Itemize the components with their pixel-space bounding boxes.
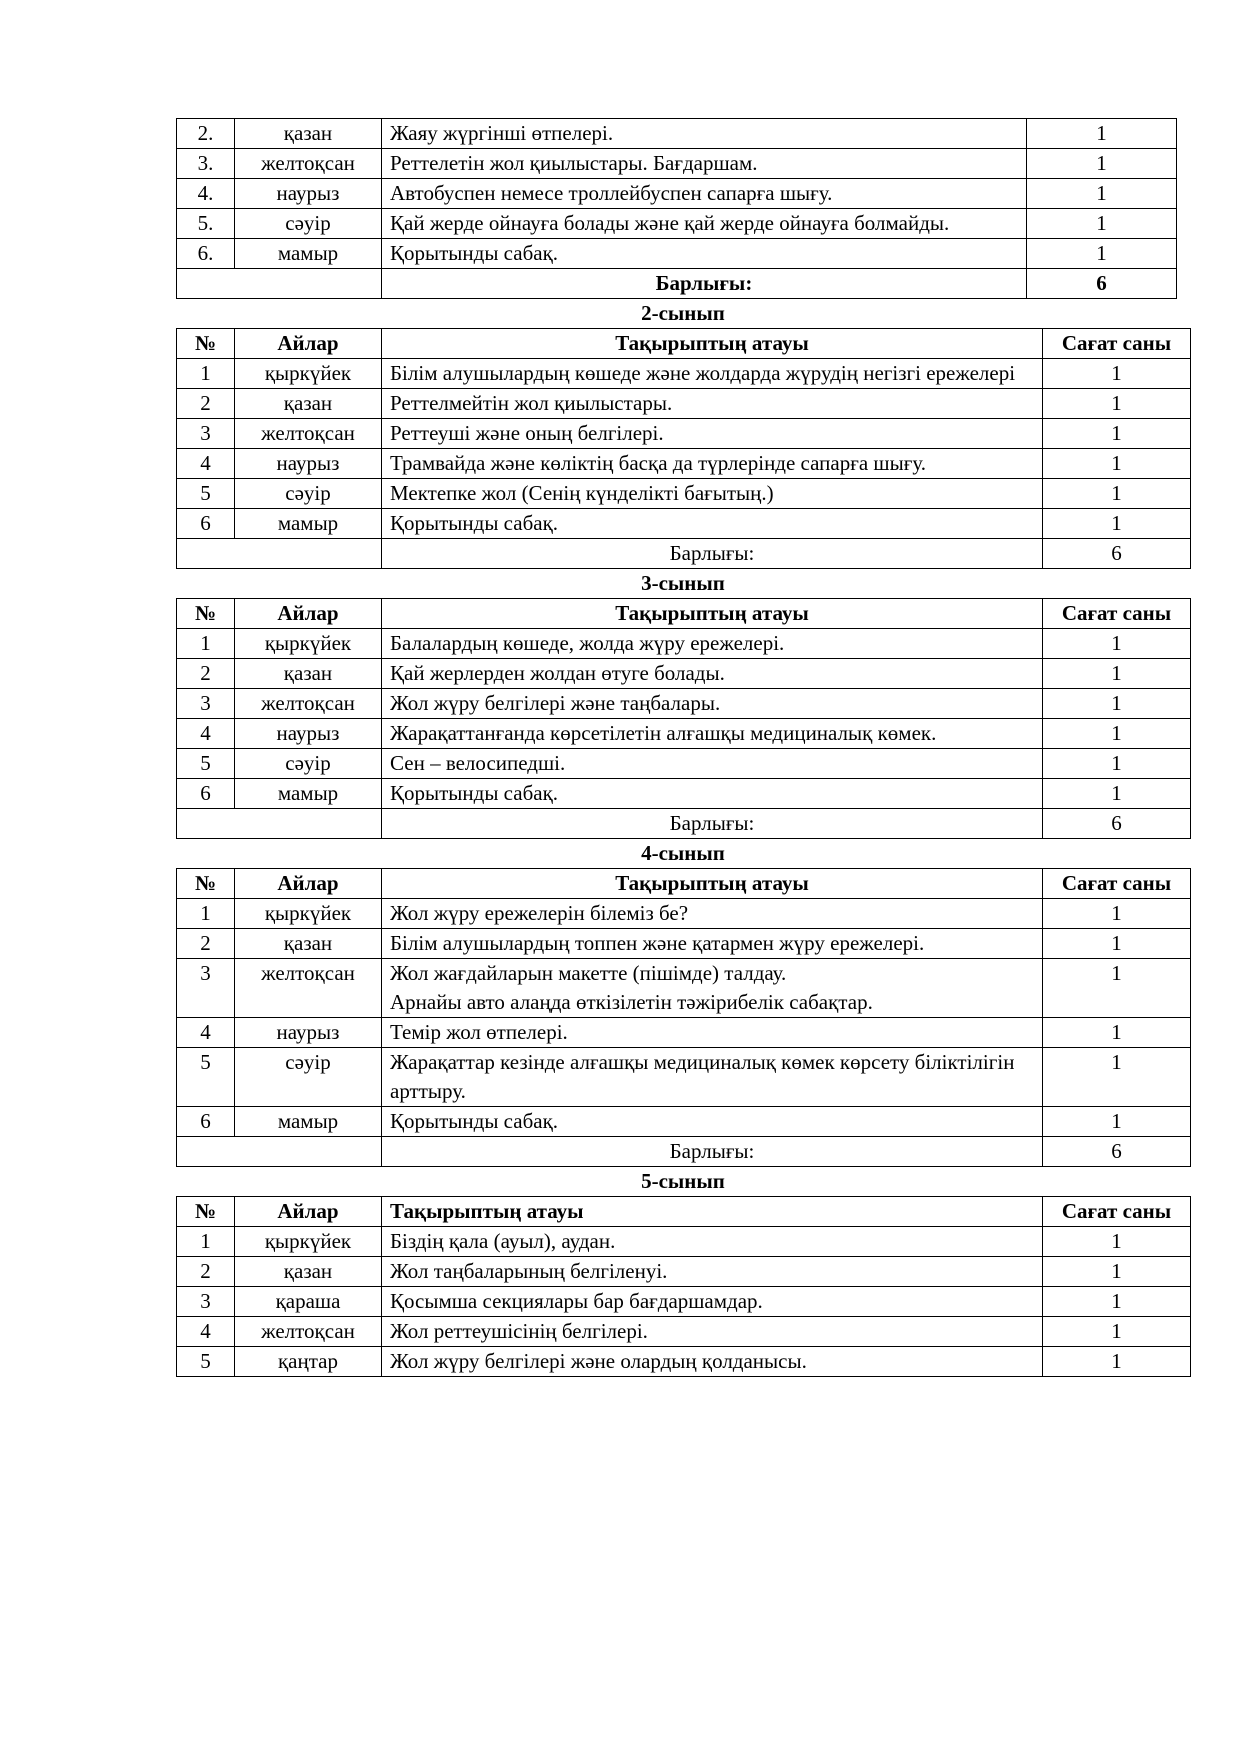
row-number: 6 bbox=[177, 1107, 235, 1137]
header-row bbox=[177, 599, 1191, 629]
row-hours: 1 bbox=[1027, 179, 1177, 209]
total-row bbox=[177, 1137, 1191, 1167]
row-topic: Балалардың көшеде, жолда жүру ережелері. bbox=[382, 629, 1043, 659]
table-row bbox=[177, 449, 1191, 479]
grade-3-table bbox=[176, 598, 1191, 839]
row-hours: 1 bbox=[1043, 1107, 1191, 1137]
row-number: 4 bbox=[177, 1317, 235, 1347]
row-hours: 1 bbox=[1027, 239, 1177, 269]
row-month: наурыз bbox=[235, 179, 382, 209]
row-topic: Қай жерлерден жолдан өтуге болады. bbox=[382, 659, 1043, 689]
row-month: сәуір bbox=[235, 1048, 382, 1107]
row-number: 3 bbox=[177, 959, 235, 1018]
table-row bbox=[177, 419, 1191, 449]
section-title: 5-сынып bbox=[641, 1169, 725, 1193]
row-topic: Реттелетін жол қиылыстары. Бағдаршам. bbox=[382, 149, 1027, 179]
row-hours: 1 bbox=[1043, 1018, 1191, 1048]
row-topic: Білім алушылардың топпен және қатармен жүру ережелері. bbox=[382, 929, 1043, 959]
row-topic: Біздің қала (ауыл), аудан. bbox=[382, 1227, 1043, 1257]
header-month: Айлар bbox=[235, 1197, 382, 1227]
row-month: желтоқсан bbox=[235, 959, 382, 1018]
document-page bbox=[176, 118, 1190, 1377]
row-hours: 1 bbox=[1043, 1227, 1191, 1257]
row-number: 1 bbox=[177, 629, 235, 659]
table-row bbox=[177, 239, 1177, 269]
header-month: Айлар bbox=[235, 599, 382, 629]
total-row bbox=[177, 809, 1191, 839]
row-month: қазан bbox=[235, 119, 382, 149]
row-number: 1 bbox=[177, 359, 235, 389]
row-topic: Қорытынды сабақ. bbox=[382, 239, 1027, 269]
total-label: Барлығы: bbox=[382, 539, 1043, 569]
row-number: 1 bbox=[177, 1227, 235, 1257]
row-topic: Сен – велосипедші. bbox=[382, 749, 1043, 779]
total-value: 6 bbox=[1043, 809, 1191, 839]
row-number: 4. bbox=[177, 179, 235, 209]
grade-5-table bbox=[176, 1196, 1191, 1377]
row-hours: 1 bbox=[1043, 1317, 1191, 1347]
row-number: 2. bbox=[177, 119, 235, 149]
row-hours: 1 bbox=[1043, 719, 1191, 749]
header-row bbox=[177, 869, 1191, 899]
row-number: 3 bbox=[177, 689, 235, 719]
grade-1-table bbox=[176, 118, 1177, 299]
row-topic: Трамвайда және көліктің басқа да түрлерінде сапарға шығу. bbox=[382, 449, 1043, 479]
header-hours: Сағат саны bbox=[1043, 329, 1191, 359]
row-topic: Автобуспен немесе троллейбуспен сапарға шығу. bbox=[382, 179, 1027, 209]
table-row bbox=[177, 659, 1191, 689]
row-topic: Жаяу жүргінші өтпелері. bbox=[382, 119, 1027, 149]
table-row bbox=[177, 689, 1191, 719]
section-title: 2-сынып bbox=[641, 301, 725, 325]
row-hours: 1 bbox=[1043, 659, 1191, 689]
row-number: 6. bbox=[177, 239, 235, 269]
row-number: 5 bbox=[177, 1347, 235, 1377]
row-month: қаңтар bbox=[235, 1347, 382, 1377]
table-row bbox=[177, 779, 1191, 809]
row-number: 1 bbox=[177, 899, 235, 929]
total-label: Барлығы: bbox=[382, 269, 1027, 299]
row-topic: Жол жүру белгілері және таңбалары. bbox=[382, 689, 1043, 719]
row-hours: 1 bbox=[1043, 959, 1191, 1018]
table-row bbox=[177, 899, 1191, 929]
header-number: № bbox=[177, 869, 235, 899]
row-topic-line: Жол жағдайларын макетте (пішімде) талдау. bbox=[390, 961, 787, 985]
header-row bbox=[177, 329, 1191, 359]
row-topic: Білім алушылардың көшеде және жолдарда жүрудің негізгі ережелері bbox=[382, 359, 1043, 389]
table-row bbox=[177, 1257, 1191, 1287]
table-row bbox=[177, 1227, 1191, 1257]
table-row bbox=[177, 389, 1191, 419]
row-month: желтоқсан bbox=[235, 419, 382, 449]
row-number: 4 bbox=[177, 449, 235, 479]
row-month: наурыз bbox=[235, 1018, 382, 1048]
row-number: 6 bbox=[177, 779, 235, 809]
row-number: 4 bbox=[177, 1018, 235, 1048]
row-hours: 1 bbox=[1043, 749, 1191, 779]
row-hours: 1 bbox=[1027, 209, 1177, 239]
row-topic: Қорытынды сабақ. bbox=[382, 509, 1043, 539]
row-number: 5 bbox=[177, 479, 235, 509]
row-number: 2 bbox=[177, 659, 235, 689]
table-row bbox=[177, 119, 1177, 149]
row-number: 3. bbox=[177, 149, 235, 179]
row-hours: 1 bbox=[1043, 359, 1191, 389]
header-topic: Тақырыптың атауы bbox=[382, 869, 1043, 899]
total-value: 6 bbox=[1043, 539, 1191, 569]
row-hours: 1 bbox=[1043, 689, 1191, 719]
table-row bbox=[177, 749, 1191, 779]
row-month: қыркүйек bbox=[235, 359, 382, 389]
grade-4-table bbox=[176, 868, 1191, 1167]
row-hours: 1 bbox=[1027, 149, 1177, 179]
row-hours: 1 bbox=[1043, 629, 1191, 659]
section-title: 4-сынып bbox=[641, 841, 725, 865]
row-topic: Жарақаттар кезінде алғашқы медициналық көмек көрсету біліктілігін арттыру. bbox=[382, 1048, 1043, 1107]
row-hours: 1 bbox=[1043, 449, 1191, 479]
row-topic bbox=[382, 959, 1043, 1018]
row-month: қазан bbox=[235, 389, 382, 419]
header-number: № bbox=[177, 329, 235, 359]
row-month: қазан bbox=[235, 929, 382, 959]
row-topic: Темір жол өтпелері. bbox=[382, 1018, 1043, 1048]
table-row bbox=[177, 1018, 1191, 1048]
header-row bbox=[177, 1197, 1191, 1227]
header-hours: Сағат саны bbox=[1043, 1197, 1191, 1227]
section-title: 3-сынып bbox=[641, 571, 725, 595]
row-hours: 1 bbox=[1043, 779, 1191, 809]
row-topic: Жол реттеушісінің белгілері. bbox=[382, 1317, 1043, 1347]
row-month: мамыр bbox=[235, 1107, 382, 1137]
total-value: 6 bbox=[1043, 1137, 1191, 1167]
row-topic: Қорытынды сабақ. bbox=[382, 1107, 1043, 1137]
row-month: желтоқсан bbox=[235, 149, 382, 179]
row-month: желтоқсан bbox=[235, 689, 382, 719]
row-number: 5. bbox=[177, 209, 235, 239]
table-row bbox=[177, 1048, 1191, 1107]
row-number: 5 bbox=[177, 749, 235, 779]
row-month: желтоқсан bbox=[235, 1317, 382, 1347]
row-hours: 1 bbox=[1043, 1048, 1191, 1107]
table-row bbox=[177, 479, 1191, 509]
row-topic-line: Арнайы авто алаңда өткізілетін тәжірибелік сабақтар. bbox=[390, 990, 873, 1014]
row-month: қазан bbox=[235, 659, 382, 689]
total-value: 6 bbox=[1027, 269, 1177, 299]
row-topic: Жол жүру белгілері және олардың қолданысы. bbox=[382, 1347, 1043, 1377]
table-row bbox=[177, 629, 1191, 659]
row-topic: Қай жерде ойнауға болады және қай жерде ойнауға болмайды. bbox=[382, 209, 1027, 239]
table-row bbox=[177, 1107, 1191, 1137]
table-row bbox=[177, 149, 1177, 179]
table-row bbox=[177, 929, 1191, 959]
row-number: 5 bbox=[177, 1048, 235, 1107]
row-number: 2 bbox=[177, 389, 235, 419]
row-month: қыркүйек bbox=[235, 1227, 382, 1257]
row-month: қыркүйек bbox=[235, 899, 382, 929]
table-row bbox=[177, 359, 1191, 389]
row-topic: Реттелмейтін жол қиылыстары. bbox=[382, 389, 1043, 419]
header-hours: Сағат саны bbox=[1043, 599, 1191, 629]
row-month: сәуір bbox=[235, 479, 382, 509]
row-hours: 1 bbox=[1043, 419, 1191, 449]
row-hours: 1 bbox=[1043, 389, 1191, 419]
table-row bbox=[177, 209, 1177, 239]
header-hours: Сағат саны bbox=[1043, 869, 1191, 899]
table-row bbox=[177, 719, 1191, 749]
total-row bbox=[177, 269, 1177, 299]
row-month: наурыз bbox=[235, 719, 382, 749]
row-month: қыркүйек bbox=[235, 629, 382, 659]
table-row bbox=[177, 1317, 1191, 1347]
row-month: қазан bbox=[235, 1257, 382, 1287]
row-hours: 1 bbox=[1043, 1347, 1191, 1377]
row-month: мамыр bbox=[235, 509, 382, 539]
row-number: 2 bbox=[177, 929, 235, 959]
total-label: Барлығы: bbox=[382, 1137, 1043, 1167]
header-topic: Тақырыптың атауы bbox=[382, 1197, 1043, 1227]
row-hours: 1 bbox=[1043, 929, 1191, 959]
row-hours: 1 bbox=[1043, 1287, 1191, 1317]
table-row bbox=[177, 179, 1177, 209]
table-row bbox=[177, 1347, 1191, 1377]
row-number: 2 bbox=[177, 1257, 235, 1287]
row-month: мамыр bbox=[235, 239, 382, 269]
grade-2-table bbox=[176, 328, 1191, 569]
header-month: Айлар bbox=[235, 869, 382, 899]
row-topic: Мектепке жол (Сенің күнделікті бағытың.) bbox=[382, 479, 1043, 509]
row-number: 4 bbox=[177, 719, 235, 749]
header-topic: Тақырыптың атауы bbox=[382, 329, 1043, 359]
row-topic: Жол жүру ережелерін білеміз бе? bbox=[382, 899, 1043, 929]
row-number: 3 bbox=[177, 1287, 235, 1317]
total-row bbox=[177, 539, 1191, 569]
header-number: № bbox=[177, 1197, 235, 1227]
row-month: қараша bbox=[235, 1287, 382, 1317]
row-month: сәуір bbox=[235, 749, 382, 779]
table-row bbox=[177, 1287, 1191, 1317]
row-hours: 1 bbox=[1043, 899, 1191, 929]
row-month: наурыз bbox=[235, 449, 382, 479]
table-row bbox=[177, 509, 1191, 539]
row-hours: 1 bbox=[1043, 1257, 1191, 1287]
row-hours: 1 bbox=[1027, 119, 1177, 149]
header-month: Айлар bbox=[235, 329, 382, 359]
row-topic: Қосымша секциялары бар бағдаршамдар. bbox=[382, 1287, 1043, 1317]
row-topic: Жол таңбаларының белгіленуі. bbox=[382, 1257, 1043, 1287]
row-topic: Реттеуші және оның белгілері. bbox=[382, 419, 1043, 449]
row-hours: 1 bbox=[1043, 509, 1191, 539]
row-hours: 1 bbox=[1043, 479, 1191, 509]
row-topic: Қорытынды сабақ. bbox=[382, 779, 1043, 809]
row-month: сәуір bbox=[235, 209, 382, 239]
row-month: мамыр bbox=[235, 779, 382, 809]
row-number: 3 bbox=[177, 419, 235, 449]
header-topic: Тақырыптың атауы bbox=[382, 599, 1043, 629]
row-number: 6 bbox=[177, 509, 235, 539]
table-row bbox=[177, 959, 1191, 1018]
total-label: Барлығы: bbox=[382, 809, 1043, 839]
header-number: № bbox=[177, 599, 235, 629]
row-topic: Жарақаттанғанда көрсетілетін алғашқы медициналық көмек. bbox=[382, 719, 1043, 749]
